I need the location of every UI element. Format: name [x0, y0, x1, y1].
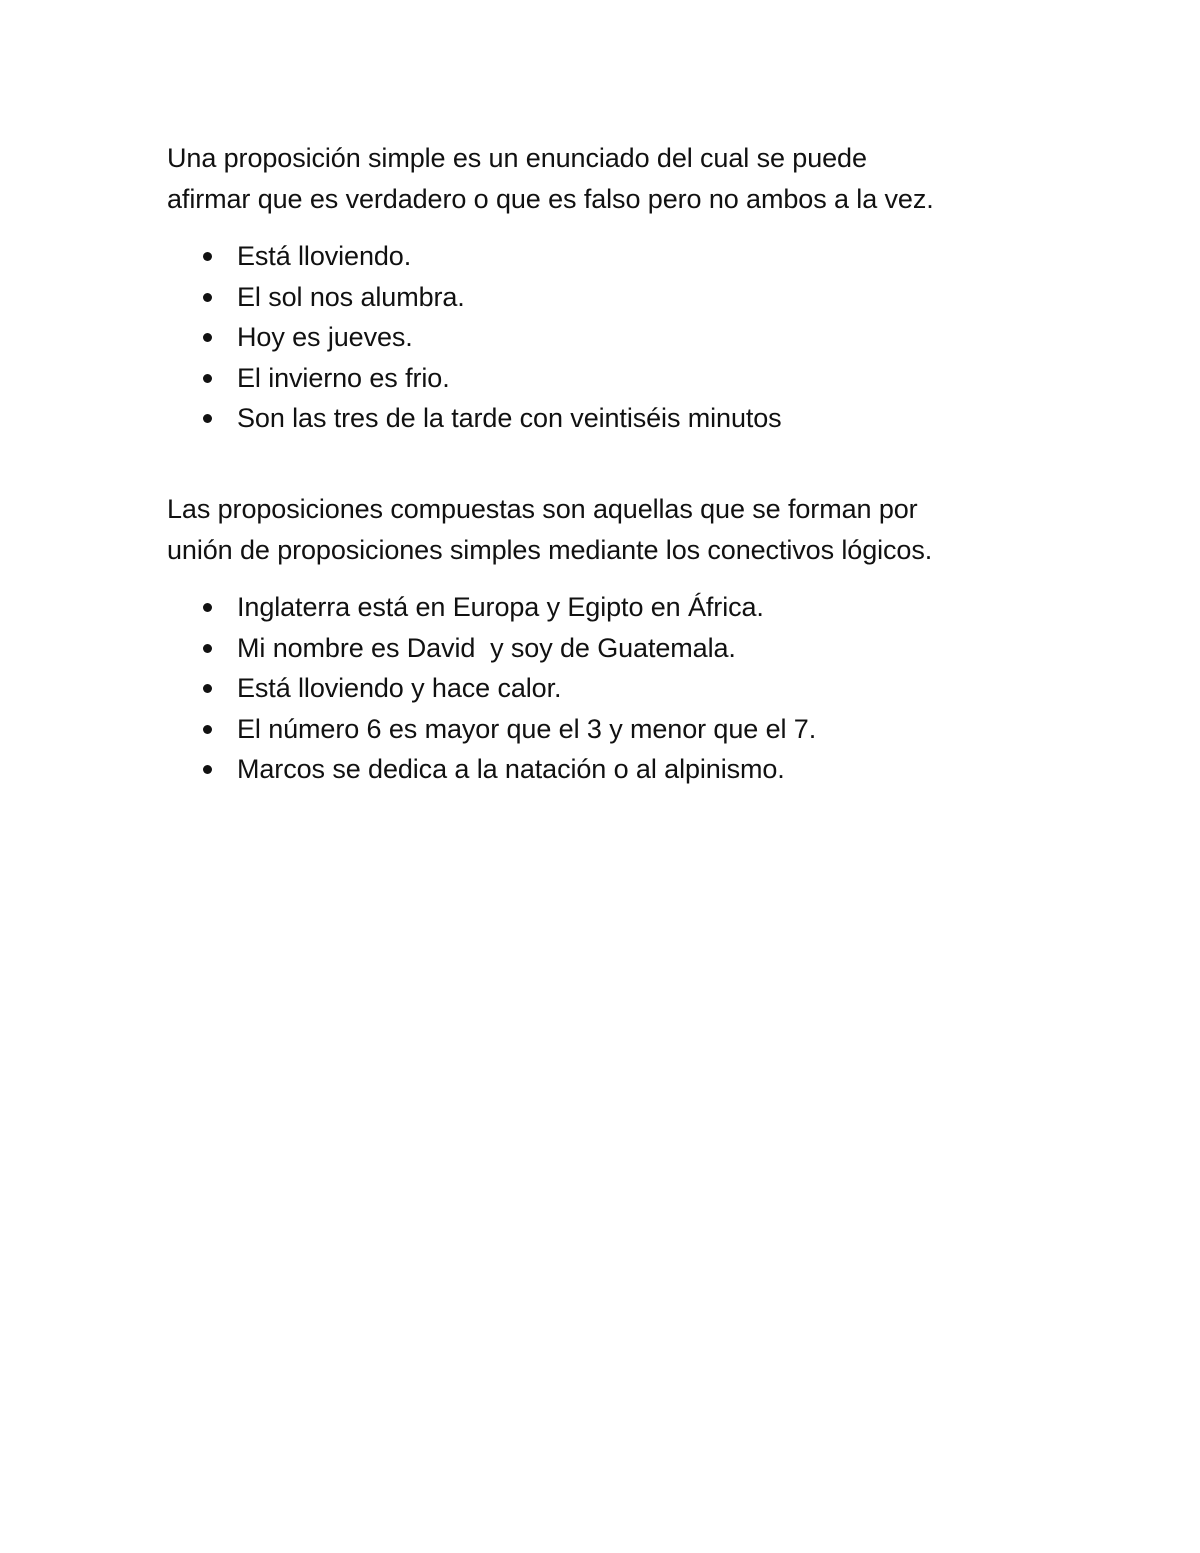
simple-proposition-section [167, 138, 1047, 439]
list-item-text: Está lloviendo y hace calor. [237, 673, 562, 703]
simple-definition-line-1: Una proposición simple es un enunciado del cual se puede [167, 143, 867, 173]
bullet-icon [203, 603, 212, 612]
list-item [167, 358, 1047, 399]
list-item-text: El número 6 es mayor que el 3 y menor que el 7. [237, 713, 817, 744]
list-item-text: Está lloviendo. [237, 241, 412, 271]
bullet-icon [203, 684, 212, 693]
list-item [167, 317, 1047, 358]
list-item [167, 236, 1047, 277]
list-item-text: Marcos se dedica a la natación o al alpinismo. [237, 754, 785, 784]
list-item-text: El sol nos alumbra. [237, 281, 465, 312]
bullet-icon [203, 252, 212, 261]
simple-definition-line-2: afirmar que es verdadero o que es falso pero no ambos a la vez. [167, 184, 934, 214]
compound-proposition-section [167, 489, 1047, 790]
compound-definition-line-2: unión de proposiciones simples mediante los conectivos lógicos. [167, 535, 933, 565]
simple-examples-list [167, 236, 1047, 439]
list-item [167, 628, 1047, 669]
list-item [167, 587, 1047, 628]
list-item-text: Son las tres de la tarde con veintiséis minutos [237, 403, 782, 433]
simple-definition-paragraph [167, 138, 1047, 220]
list-item-text: Hoy es jueves. [237, 322, 413, 352]
list-item-text: Mi nombre es David y soy de Guatemala. [237, 632, 736, 663]
list-item [167, 277, 1047, 318]
compound-examples-list [167, 587, 1047, 790]
compound-definition-paragraph [167, 489, 1047, 571]
bullet-icon [203, 293, 212, 302]
compound-definition-line-1: Las proposiciones compuestas son aquellas que se forman por [167, 494, 918, 524]
bullet-icon [203, 725, 212, 734]
bullet-icon [203, 333, 212, 342]
bullet-icon [203, 374, 212, 383]
bullet-icon [203, 644, 212, 653]
list-item [167, 709, 1047, 750]
list-item-text: Inglaterra está en Europa y Egipto en África. [237, 592, 764, 622]
bullet-icon [203, 414, 212, 423]
list-item [167, 398, 1047, 439]
bullet-icon [203, 765, 212, 774]
list-item [167, 749, 1047, 790]
list-item-text: El invierno es frio. [237, 362, 450, 393]
list-item [167, 668, 1047, 709]
